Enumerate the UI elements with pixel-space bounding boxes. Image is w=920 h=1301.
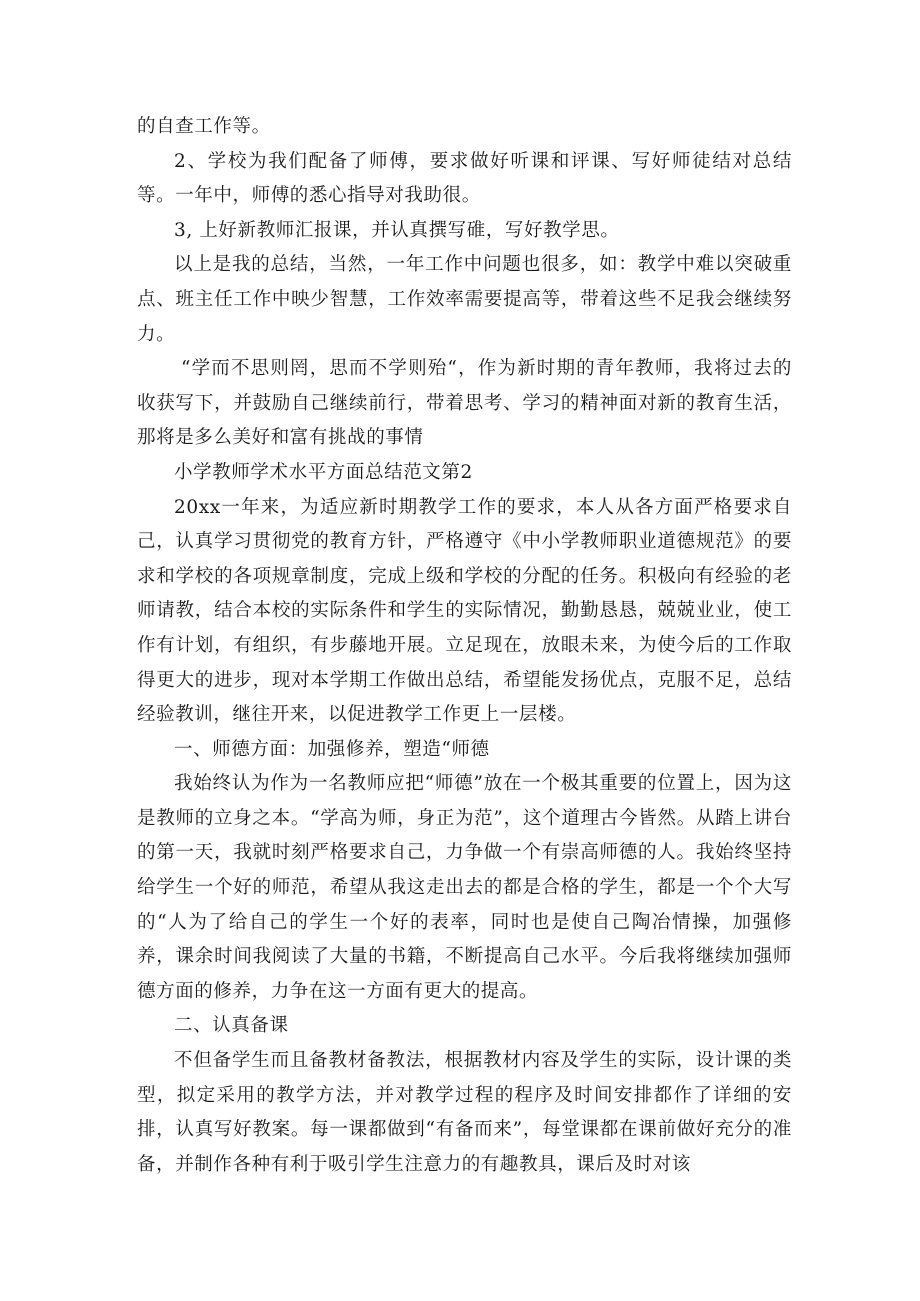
heading-lesson-prep: 二、认真备课 — [174, 1015, 289, 1037]
heading-teacher-ethics: 一、师德方面：加强修养，塑造“师德 — [174, 738, 490, 760]
paragraph-mentor: 2、学校为我们配备了师傅，要求做好听课和评课、写好师徒结对总结等。一年中，师傅的悉心指导对我助很。 — [137, 150, 792, 207]
document-body — [137, 110, 792, 1182]
paragraph-quote: “学而不思则罔，思而不学则殆“，作为新时期的青年教师，我将过去的收获写下，并鼓励自己继续前行，带着思考、学习的精神面对新的教育生活，那将是多么美好和富有挑战的事情 — [137, 358, 792, 449]
section-title-essay-2: 小学教师学术水平方面总结范文第2 — [174, 461, 473, 483]
paragraph-report-lesson: 3, 上好新教师汇报课，并认真撰写碓，写好教学思。 — [174, 219, 620, 241]
paragraph-intro-2: 20xx一年来，为适应新时期教学工作的要求，本人从各方面严格要求自己，认真学习贯彻党的教育方针，严格遵守《中小学教师职业道德规范》的要求和学校的各项规章制度，完成上级和学校的分配的任务。积极向有经验的老师请教，结合本校的实际条件和学生的实际情况，勤勤恳恳，兢兢业业，使工作有计划，有组织，有步藤地开展。立足现在，放眼未来，为使今后的工作取得更大的进步，现对本学期工作做出总结，希望能发扬优点，克服不足，总结经验教训，继往开来，以促进教学工作更上一层楼。 — [137, 496, 792, 726]
paragraph-teacher-ethics: 我始终认为作为一名教师应把“师德”放在一个极其重要的位置上，因为这是教师的立身之本。“学高为师，身正为范”，这个道理古今皆然。从踏上讲台的第一天，我就时刻严格要求自己，力争做一个有崇高师德的人。我始终坚持给学生一个好的师范，希望从我这走出去的都是合格的学生，都是一个个大写的“人为了给自己的学生一个好的表率，同时也是使自己陶冶情操，加强修养，课余时间我阅读了大量的书籍，不断提高自己水平。今后我将继续加强师德方面的修养，力争在这一方面有更大的提高。 — [137, 773, 792, 1002]
paragraph-continuation: 的自查工作等。 — [137, 116, 271, 137]
paragraph-summary: 以上是我的总结，当然，一年工作中问题也很多，如：教学中难以突破重点、班主任工作中映少智慧，工作效率需要提高等，带着这些不足我会继续努力。 — [137, 254, 792, 345]
paragraph-lesson-prep: 不但备学生而且备教材备教法，根据教材内容及学生的实际，设计课的类型，拟定采用的教学方法，并对教学过程的程序及时间安排都作了详细的安排，认真写好教案。每一课都做到“有备而来”，每堂课都在课前做好充分的准备，并制作各种有利于吸引学生注意力的有趣教具，课后及时对该 — [137, 1050, 792, 1175]
